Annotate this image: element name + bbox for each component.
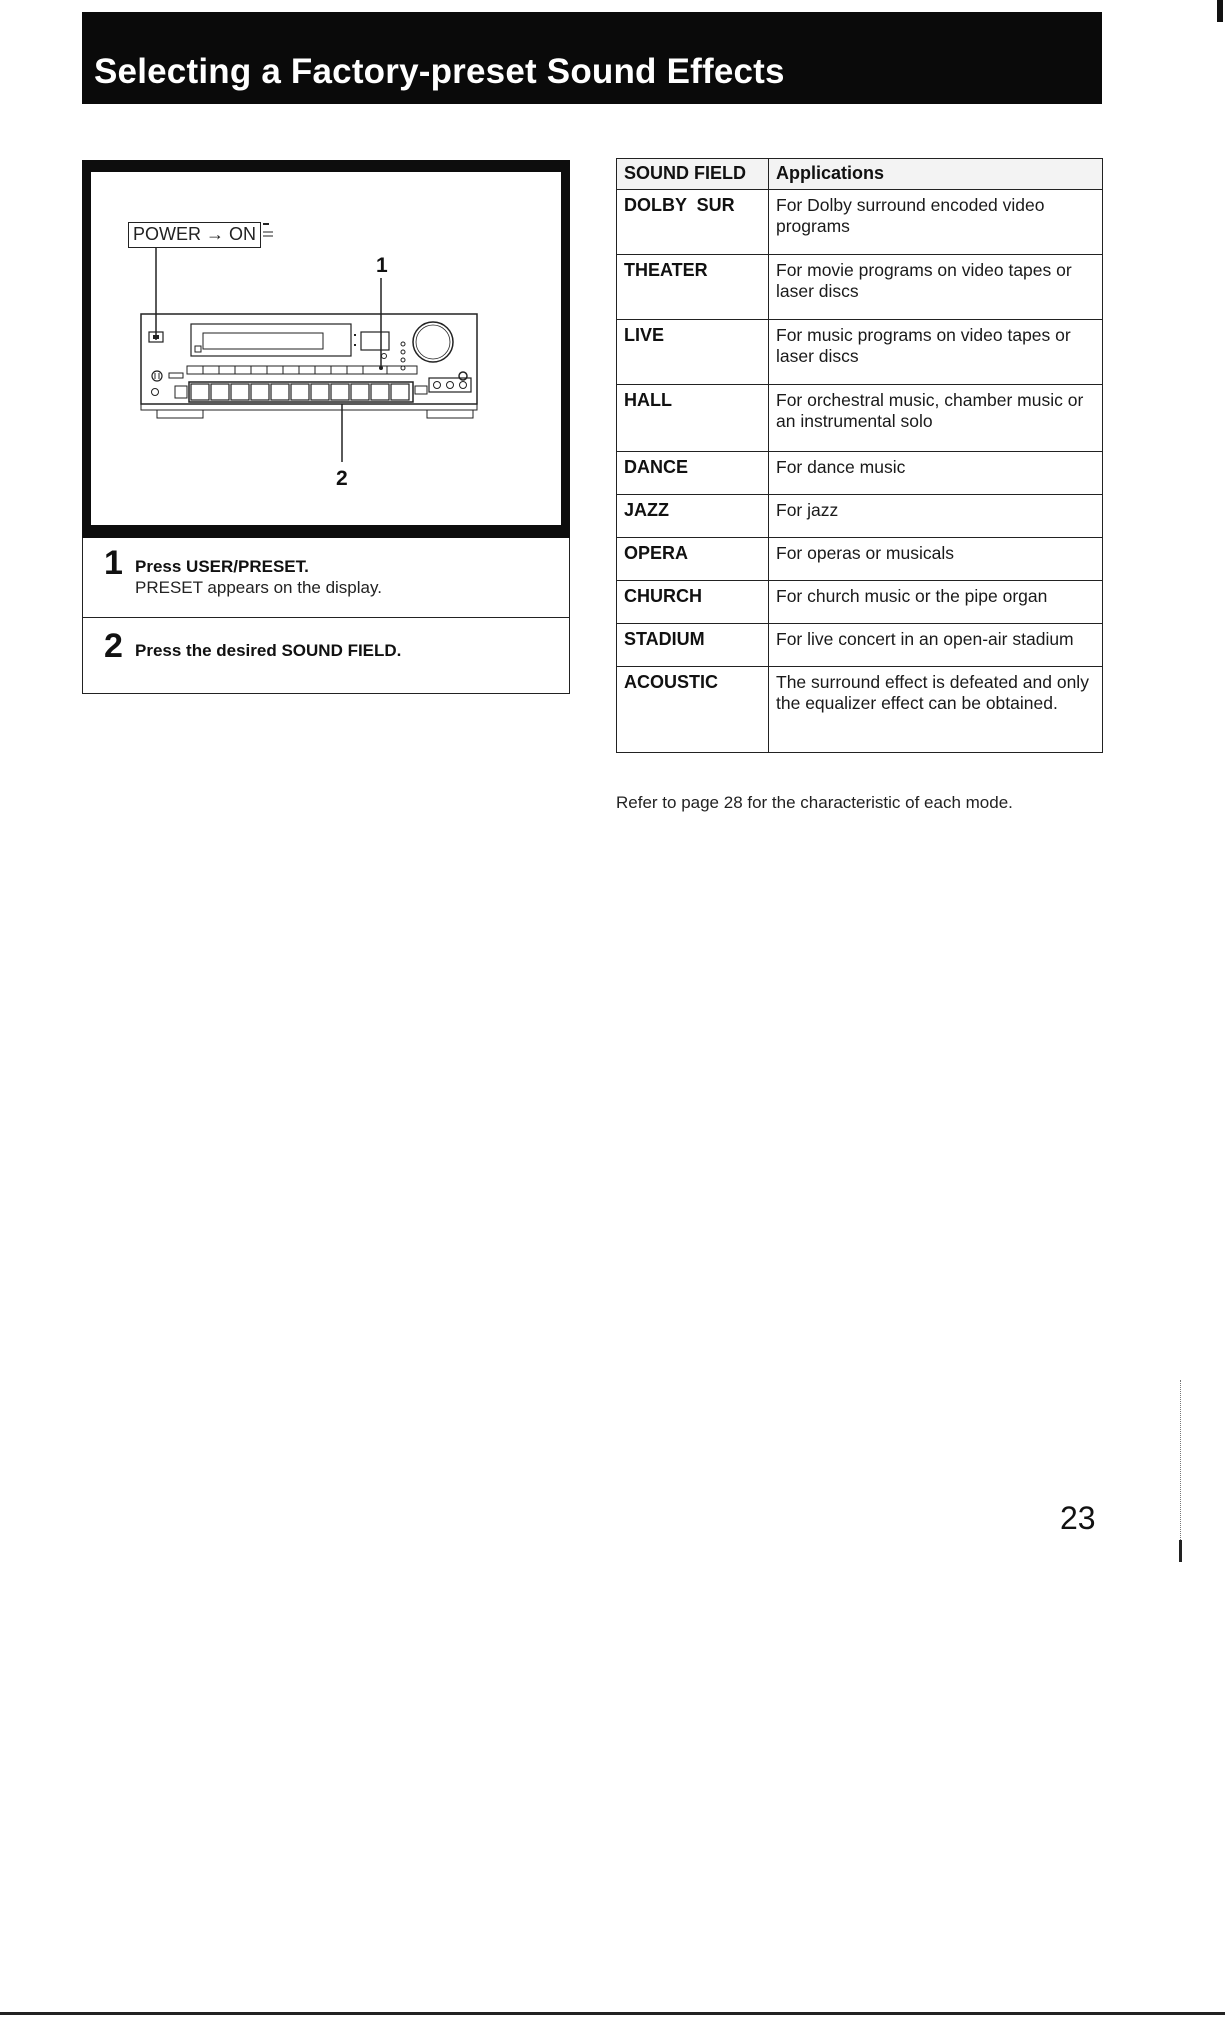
page-bottom-edge [0, 2012, 1225, 2015]
page-number: 23 [1060, 1500, 1096, 1536]
sound-field-application: For music programs on video tapes or laser discs [769, 320, 1103, 385]
reference-note: Refer to page 28 for the characteristic of each mode. [616, 793, 1013, 812]
step-title: Press the desired SOUND FIELD. [135, 641, 402, 660]
step-2 [83, 617, 569, 693]
sound-field-table [616, 158, 1103, 753]
table-row [617, 538, 1103, 581]
column-header-applications: Applications [769, 159, 1103, 190]
margin-dots [1180, 1380, 1185, 1560]
sound-field-application: For movie programs on video tapes or laser discs [769, 255, 1103, 320]
column-header-sound-field: SOUND FIELD [617, 159, 769, 190]
table-row [617, 667, 1103, 753]
sound-field-name: DOLBY SUR [617, 190, 769, 255]
step-1 [83, 538, 569, 618]
illustration-panel [82, 160, 570, 538]
sound-field-application: For operas or musicals [769, 538, 1103, 581]
margin-mark [1179, 1540, 1182, 1562]
receiver-diagram [91, 172, 561, 525]
step-number: 2 [104, 627, 123, 665]
table-row [617, 255, 1103, 320]
sound-field-name: JAZZ [617, 495, 769, 538]
sound-field-name: DANCE [617, 452, 769, 495]
table-row [617, 452, 1103, 495]
step-description: PRESET appears on the display. [135, 578, 382, 597]
page-title: Selecting a Factory-preset Sound Effects [94, 52, 785, 91]
sound-field-name: ACOUSTIC [617, 667, 769, 753]
step-title: Press USER/PRESET. [135, 557, 309, 576]
sound-field-name: STADIUM [617, 624, 769, 667]
sound-field-application: The surround effect is defeated and only the equalizer effect can be obtained. [769, 667, 1103, 753]
table-row [617, 581, 1103, 624]
table-header-row [617, 159, 1103, 190]
sound-field-name: LIVE [617, 320, 769, 385]
sound-field-name: CHURCH [617, 581, 769, 624]
power-on-label: POWER → ON [128, 222, 261, 248]
table-row [617, 320, 1103, 385]
callout-2: 2 [336, 467, 348, 490]
sound-field-name: THEATER [617, 255, 769, 320]
table-row [617, 624, 1103, 667]
page-edge-mark [1217, 0, 1223, 22]
sound-field-application: For dance music [769, 452, 1103, 495]
step-number: 1 [104, 544, 123, 582]
steps-box [82, 538, 570, 694]
callout-1: 1 [376, 254, 388, 277]
sound-field-application: For live concert in an open-air stadium [769, 624, 1103, 667]
table-row [617, 385, 1103, 452]
table-row [617, 495, 1103, 538]
sound-field-application: For jazz [769, 495, 1103, 538]
table-row [617, 190, 1103, 255]
sound-field-name: HALL [617, 385, 769, 452]
sound-field-name: OPERA [617, 538, 769, 581]
illustration-area [91, 172, 561, 525]
sound-field-application: For church music or the pipe organ [769, 581, 1103, 624]
sound-field-application: For Dolby surround encoded video programs [769, 190, 1103, 255]
sound-field-application: For orchestral music, chamber music or an instrumental solo [769, 385, 1103, 452]
title-bar [82, 12, 1102, 104]
